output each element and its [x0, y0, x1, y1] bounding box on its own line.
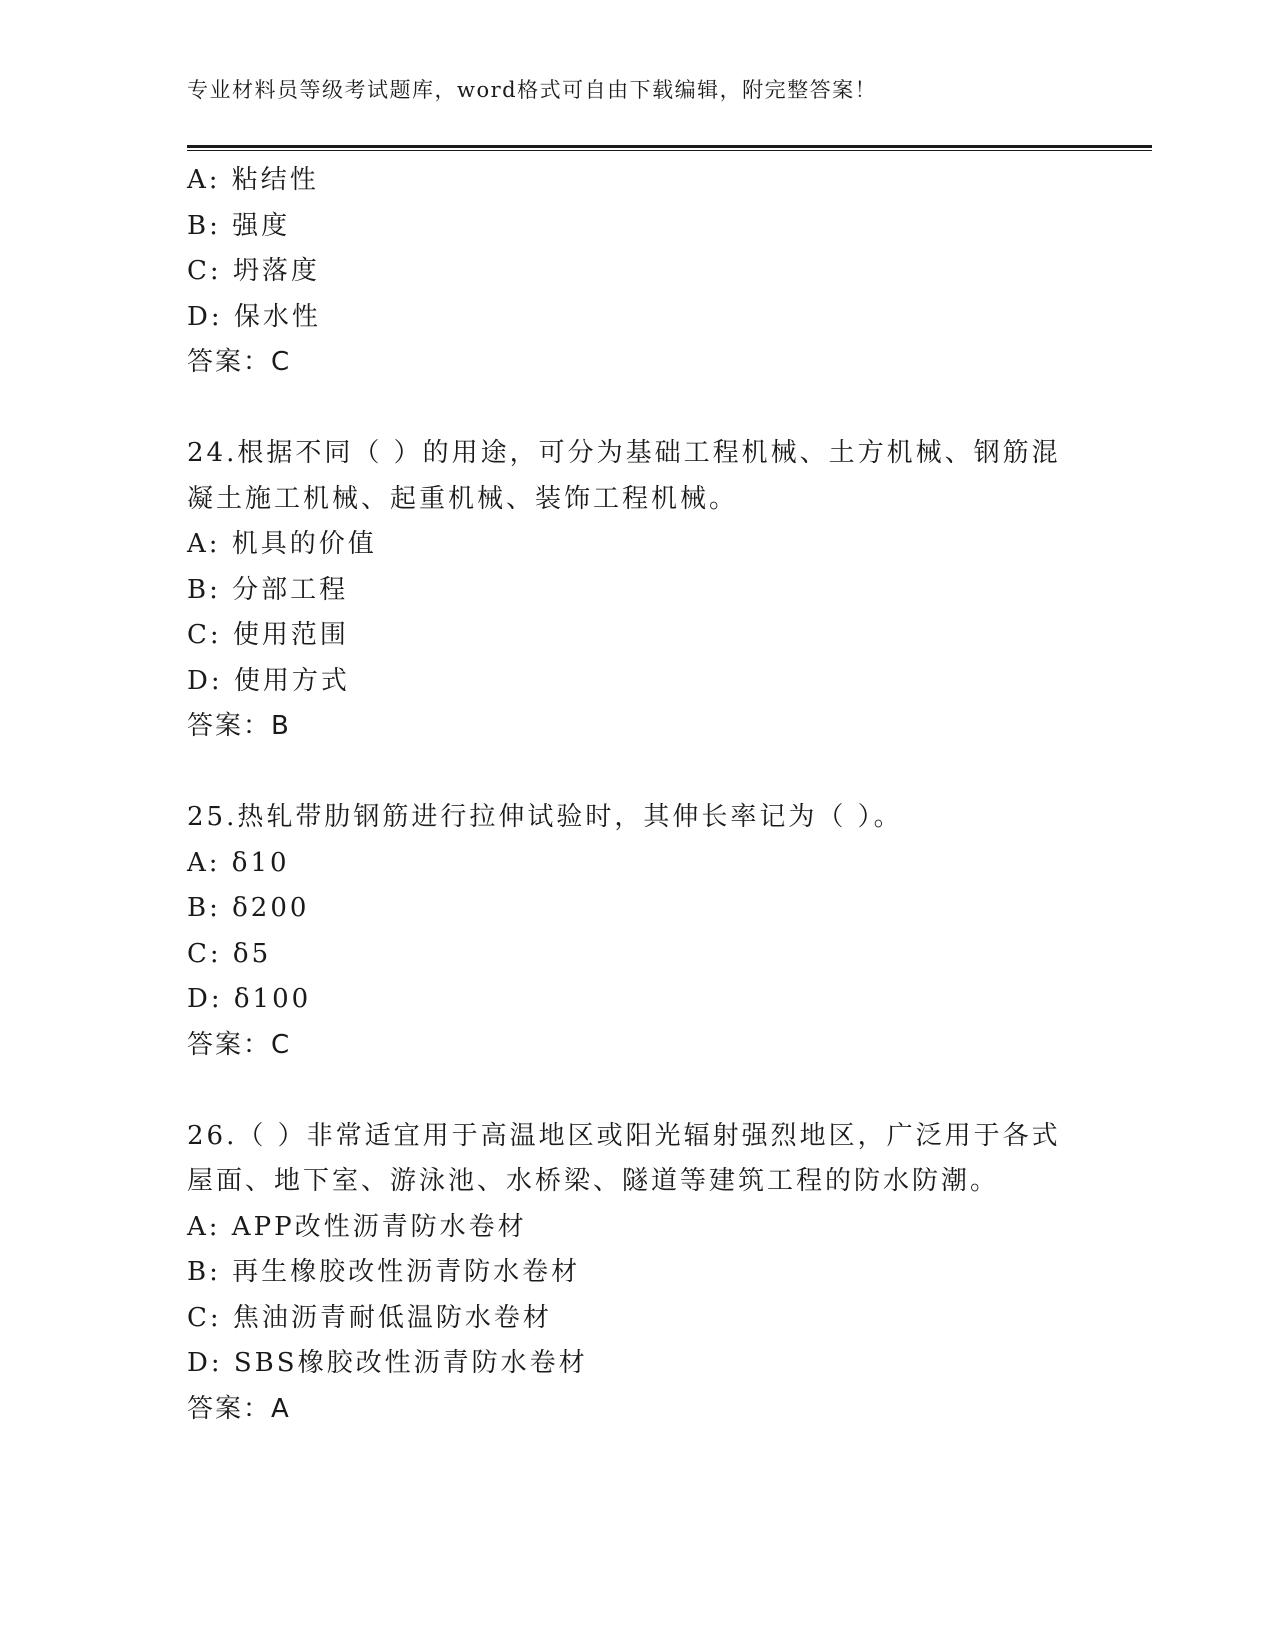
- spacer: [187, 386, 1067, 432]
- option-b: B: 强度: [187, 210, 291, 241]
- option-b: B: δ200: [187, 893, 310, 923]
- option-a: A: δ10: [187, 847, 290, 878]
- spacer: [187, 1068, 1067, 1114]
- question-text-line: 24.根据不同（ ）的用途，可分为基础工程机械、土方机械、钢筋混: [187, 438, 1061, 468]
- question-block-24: [187, 431, 1067, 750]
- page-header: 专业材料员等级考试题库，word格式可自由下载编辑，附完整答案！: [187, 78, 878, 102]
- question-block-26: [187, 1114, 1067, 1433]
- question-text-line: 25.热轧带肋钢筋进行拉伸试验时，其伸长率记为（ ）。: [187, 802, 903, 832]
- option-d: D: 使用方式: [187, 665, 350, 696]
- answer-line: 答案：C: [187, 347, 292, 377]
- spacer: [187, 750, 1067, 796]
- option-b: B: 再生橡胶改性沥青防水卷材: [187, 1257, 581, 1287]
- answer-line: 答案：A: [187, 1393, 291, 1424]
- option-c: C: 坍落度: [187, 256, 320, 286]
- question-text-line: 26.（ ）非常适宜用于高温地区或阳光辐射强烈地区，广泛用于各式: [187, 1120, 1061, 1151]
- question-text-line: 屋面、地下室、游泳池、水桥梁、隧道等建筑工程的防水防潮。: [187, 1166, 1000, 1196]
- option-a: A: 机具的价值: [187, 529, 377, 559]
- question-block-23: [187, 158, 1067, 386]
- option-a: A: APP改性沥青防水卷材: [187, 1211, 527, 1242]
- question-content: [187, 158, 1067, 1432]
- option-c: C: 焦油沥青耐低温防水卷材: [187, 1302, 552, 1333]
- option-d: D: 保水性: [187, 301, 321, 332]
- option-b: B: 分部工程: [187, 574, 349, 605]
- option-c: C: δ5: [187, 938, 272, 969]
- header-rule-thick: [187, 145, 1152, 148]
- option-c: C: 使用范围: [187, 620, 349, 650]
- question-text-line: 凝土施工机械、起重机械、装饰工程机械。: [187, 483, 739, 514]
- question-block-25: [187, 795, 1067, 1068]
- answer-line: 答案：C: [187, 1029, 292, 1060]
- option-a: A: 粘结性: [187, 165, 319, 195]
- header-rule-thin: [187, 150, 1152, 151]
- option-d: D: SBS橡胶改性沥青防水卷材: [187, 1348, 588, 1378]
- option-d: D: δ100: [187, 984, 312, 1014]
- answer-line: 答案：B: [187, 711, 291, 741]
